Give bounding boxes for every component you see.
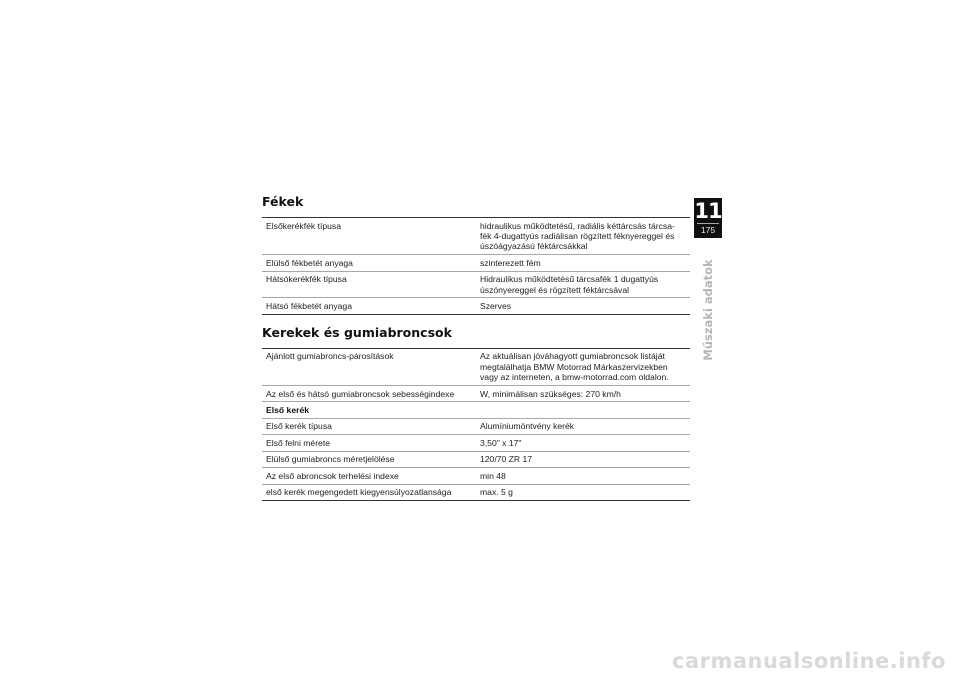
table-row [262, 386, 690, 402]
chapter-tab [694, 198, 722, 238]
table-row [262, 484, 690, 500]
row-value: hidraulikus működtetésű, radiális kéttárcsás tárcsa-fék 4-dugattyús radiálisan rögzített féknyereggel és úszóágyazású féktárcsákkal [480, 220, 675, 252]
table-row [262, 468, 690, 484]
section-title-wheels-tyres: Kerekek és gumiabroncsok [262, 324, 452, 340]
subheading-front-wheel: Első kerék [262, 402, 690, 418]
row-value: 3,50" x 17" [476, 435, 690, 451]
brakes-table [262, 217, 690, 315]
row-label: Hátsó fékbetét anyaga [262, 298, 476, 314]
row-value: min 48 [476, 468, 690, 484]
row-value: W, minimálisan szükséges: 270 km/h [476, 386, 690, 402]
row-label: Ajánlott gumiabroncs-párosítások [266, 351, 394, 362]
table-row [262, 255, 690, 271]
table-row [262, 451, 690, 467]
table-row [262, 218, 690, 255]
row-label: első kerék megengedett kiegyensúlyozatlansága [262, 484, 476, 500]
page-number: 175 [700, 225, 716, 235]
row-label: Elülső fékbetét anyaga [262, 255, 476, 271]
row-label: Hátsókerékfék típusa [262, 271, 476, 298]
row-label: Az első abroncsok terhelési indexe [262, 468, 476, 484]
row-label: Első felni mérete [262, 435, 476, 451]
table-row [262, 271, 690, 298]
table-row [262, 298, 690, 314]
row-label: Első kerék típusa [262, 418, 476, 434]
table-subheading-row [262, 402, 690, 418]
row-label: Elülső gumiabroncs méretjelölése [262, 451, 476, 467]
row-value: Az aktuálisan jóváhagyott gumiabroncsok listáját megtalálhatja BMW Motorrad Márkaszervizekben vagy az interneten, a bmw-motorrad.com oldalon. [480, 351, 669, 383]
row-value: max. 5 g [476, 484, 690, 500]
section-title-brakes: Fékek [262, 194, 304, 209]
table-row [262, 348, 690, 385]
table-row [262, 435, 690, 451]
side-chapter-label: Műszaki adatok [701, 259, 715, 361]
row-value: 120/70 ZR 17 [476, 451, 690, 467]
row-label: Az első és hátsó gumiabroncsok sebességindexe [262, 386, 476, 402]
table-row [262, 418, 690, 434]
row-value: Alumíniumöntvény kerék [476, 418, 690, 434]
content [262, 194, 690, 501]
watermark: carmanualsonline.info [672, 649, 946, 673]
wheels-table [262, 348, 690, 501]
row-value: szinterezett fém [476, 255, 690, 271]
row-value: Szerves [476, 298, 690, 314]
row-label: Elsőkerékfék típusa [266, 220, 341, 231]
row-value: Hidraulikus működtetésű tárcsafék 1 dugattyús úszónyereggel és rögzített féktárcsával [476, 271, 690, 298]
chapter-number: 11 [694, 199, 722, 223]
